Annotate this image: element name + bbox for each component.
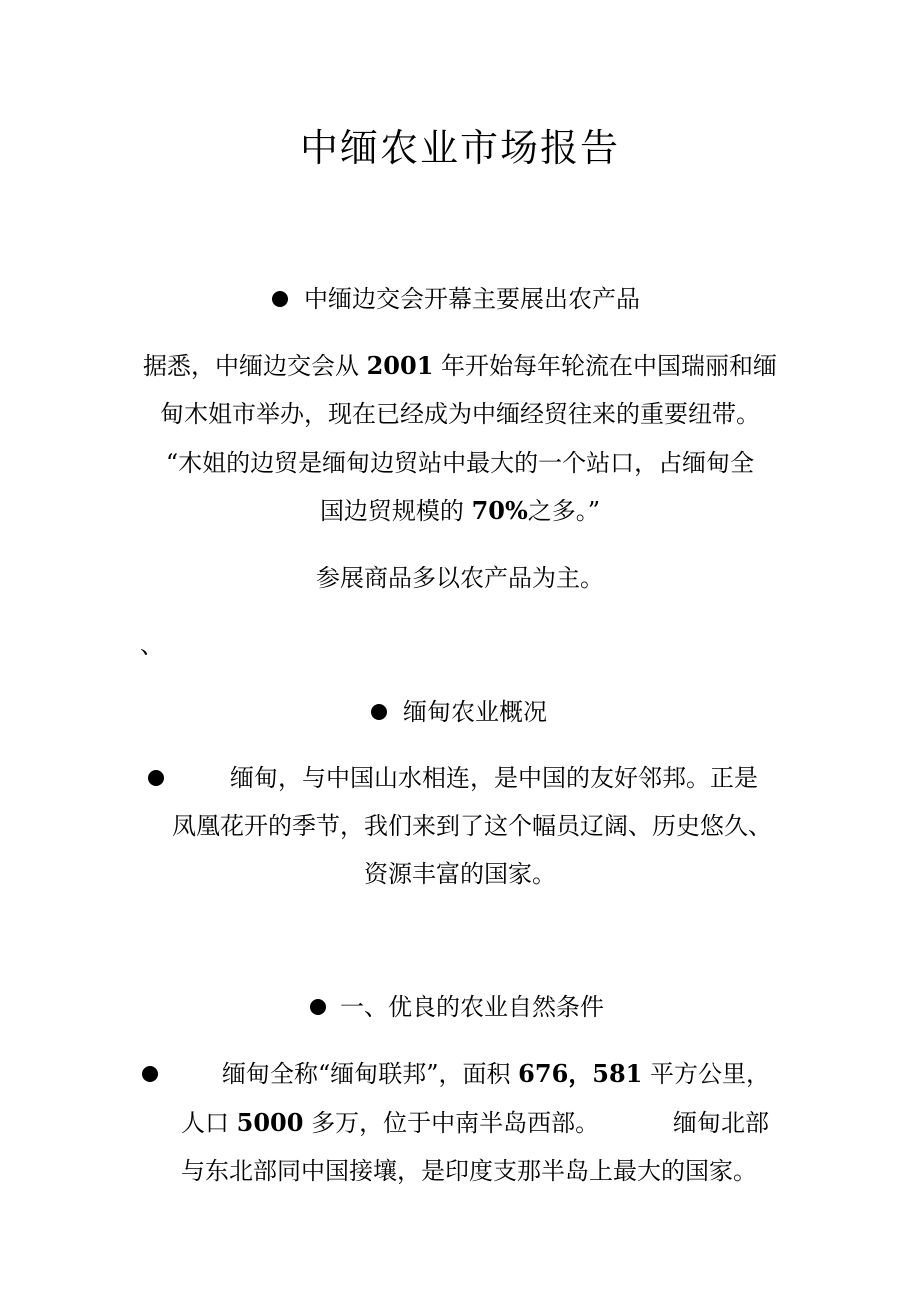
paragraph-line — [181, 1106, 599, 1140]
paragraph-line: “木姐的边贸是缅甸边贸站中最大的一个站口，占缅甸全 — [165, 449, 755, 477]
section-heading: 一、优良的农业自然条件 — [340, 993, 604, 1021]
bullet-icon — [142, 1066, 158, 1082]
text-run: 平方公里， — [642, 1060, 771, 1088]
text-run: 之多。” — [527, 497, 601, 525]
paragraph-line — [0, 349, 920, 383]
paragraph-line: 凤凰花开的季节，我们来到了这个幅员辽阔、历史悠久、 — [172, 812, 772, 840]
section-heading: 缅甸农业概况 — [403, 698, 547, 726]
page-title: 中缅农业市场报告 — [299, 126, 620, 170]
text-run: 年开始每年轮流在中国瑞丽和缅 — [433, 352, 778, 380]
text-run: 人口 — [181, 1109, 237, 1137]
text-run: 据悉，中缅边交会从 — [142, 352, 367, 380]
number-run: 70% — [471, 496, 528, 525]
bullet-icon — [272, 291, 288, 307]
bullet-icon — [371, 704, 387, 720]
section-heading: 中缅边交会开幕主要展出农产品 — [304, 285, 640, 313]
text-run: 国边贸规模的 — [319, 497, 472, 525]
paragraph-line: 缅甸，与中国山水相连，是中国的友好邻邦。正是 — [230, 764, 758, 792]
number-run: 5000 — [236, 1108, 304, 1137]
paragraph-line — [0, 494, 920, 528]
paragraph-line: 参展商品多以农产品为主。 — [316, 564, 604, 592]
paragraph-line — [222, 1057, 770, 1091]
paragraph-line: 资源丰富的国家。 — [364, 860, 556, 888]
number-run: 676，581 — [518, 1059, 643, 1088]
bullet-icon — [310, 999, 326, 1015]
paragraph-line: 甸木姐市举办，现在已经成为中缅经贸往来的重要纽带。 — [160, 400, 760, 428]
paragraph-line: 与东北部同中国接壤，是印度支那半岛上最大的国家。 — [181, 1157, 757, 1185]
text-run: 缅甸全称“缅甸联邦”，面积 — [222, 1060, 519, 1088]
text-run: 多万，位于中南半岛西部。 — [303, 1109, 600, 1137]
stray-mark: 、 — [140, 631, 164, 659]
number-run: 2001 — [366, 351, 434, 380]
bullet-icon — [148, 770, 164, 786]
paragraph-line: 缅甸北部 — [673, 1109, 769, 1137]
